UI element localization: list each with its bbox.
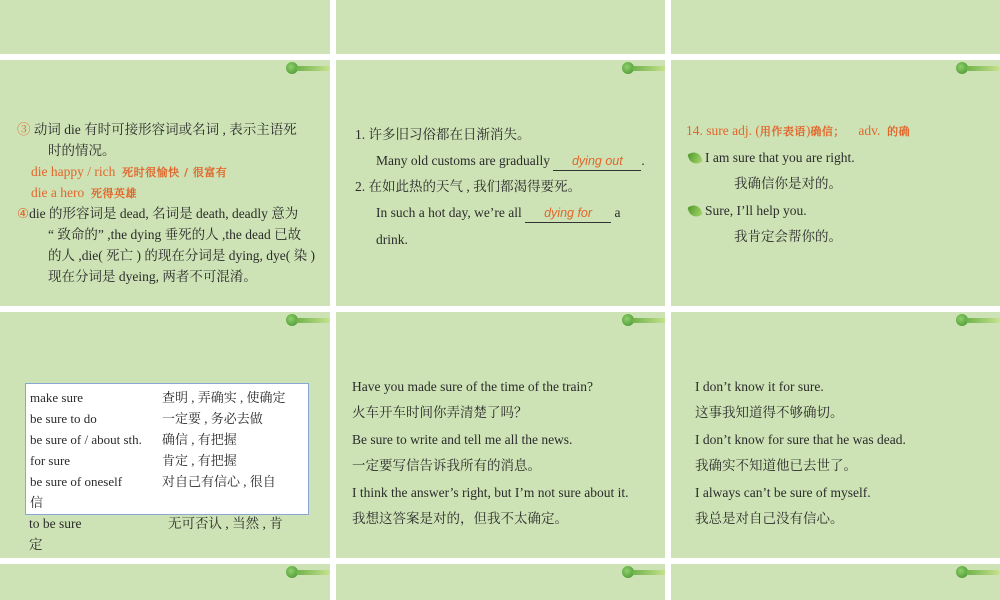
phrase-table bbox=[25, 383, 309, 515]
slide-sure-definition bbox=[671, 60, 1000, 306]
slide-die-usage bbox=[0, 60, 330, 306]
phrase: be sure of / about sth. bbox=[30, 432, 142, 447]
phrase-meaning: 确信 , 有把握 bbox=[162, 432, 237, 447]
logo-icon bbox=[956, 62, 1000, 74]
example-line: I think the answer’s right, but I’m not sure about it. bbox=[352, 485, 629, 500]
example-translation: 我肯定会帮你的。 bbox=[734, 229, 842, 244]
example-line: I always can’t be sure of myself. bbox=[695, 485, 871, 500]
example-line: die happy / rich 死时很愉快 / 很富有 bbox=[31, 164, 228, 179]
example-translation: 一定要写信告诉我所有的消息。 bbox=[352, 458, 541, 473]
example-line: Have you made sure of the time of the train? bbox=[352, 379, 594, 394]
note-line: ③ 动词 die 有时可接形容词或名词 , 表示主语死 bbox=[17, 122, 297, 137]
slide-sure-examples-2 bbox=[671, 312, 1000, 558]
logo-icon bbox=[622, 566, 665, 578]
example-line: Be sure to write and tell me all the news. bbox=[352, 432, 573, 447]
note-line: 时的情况。 bbox=[48, 143, 116, 158]
example-translation: 这事我知道得不够确切。 bbox=[695, 405, 844, 420]
phrase-meaning-wrap: 信 bbox=[30, 495, 44, 510]
example-line: I don’t know it for sure. bbox=[695, 379, 824, 394]
example-line: die a hero 死得英雄 bbox=[31, 185, 137, 200]
phrase: be sure to do bbox=[30, 411, 97, 426]
logo-icon bbox=[286, 62, 330, 74]
example-line: I don’t know for sure that he was dead. bbox=[695, 432, 906, 447]
answer-blank: dying for bbox=[544, 206, 593, 220]
phrase: to be sure bbox=[29, 516, 82, 531]
question-cn: 1. 许多旧习俗都在日渐消失。 bbox=[355, 127, 531, 142]
question-en: drink. bbox=[376, 232, 408, 247]
phrase: for sure bbox=[30, 453, 71, 468]
phrase-meaning: 对自己有信心 , 很自 bbox=[162, 474, 276, 489]
slide-bottom-left bbox=[0, 564, 330, 600]
example-translation: 火车开车时间你弄清楚了吗？ bbox=[352, 405, 528, 420]
logo-icon bbox=[956, 566, 1000, 578]
phrase-meaning: 肯定 , 有把握 bbox=[162, 453, 237, 468]
answer-blank: dying out bbox=[571, 154, 623, 168]
note-line: “ 致命的” ,the dying 垂死的人 ,the dead 已故 bbox=[48, 227, 302, 242]
slide-bottom-middle bbox=[336, 564, 665, 600]
example-line: I am sure that you are right. bbox=[689, 149, 855, 167]
leaf-bullet-icon bbox=[687, 150, 702, 165]
logo-icon bbox=[622, 314, 665, 326]
slide-bottom-right bbox=[671, 564, 1000, 600]
note-line: ④die 的形容词是 dead, 名词是 death, deadly 意为 bbox=[17, 206, 299, 221]
logo-icon bbox=[286, 314, 330, 326]
question-cn: 2. 在如此热的天气 , 我们都渴得要死。 bbox=[355, 179, 582, 194]
slide-top-right bbox=[671, 0, 1000, 54]
phrase: make sure bbox=[30, 390, 84, 405]
logo-icon bbox=[956, 314, 1000, 326]
example-translation: 我总是对自己没有信心。 bbox=[695, 511, 844, 526]
slide-top-left bbox=[0, 0, 330, 54]
example-translation: 我确信你是对的。 bbox=[734, 176, 842, 191]
example-translation: 我想这答案是对的，但我不太确定。 bbox=[352, 511, 568, 526]
slide-dying-exercise bbox=[336, 60, 665, 306]
leaf-bullet-icon bbox=[687, 203, 702, 218]
logo-icon bbox=[286, 566, 330, 578]
phrase: be sure of oneself bbox=[30, 474, 123, 489]
question-en: Many old customs are gradually dying out . bbox=[376, 152, 645, 171]
example-translation: 我确实不知道他已去世了。 bbox=[695, 458, 857, 473]
phrase-meaning: 查明 , 弄确实 , 使确定 bbox=[162, 390, 286, 405]
note-line: 的人 ,die( 死亡 ) 的现在分词是 dying, dye( 染 ) bbox=[48, 248, 315, 263]
slide-top-middle bbox=[336, 0, 665, 54]
definition-heading: 14. sure adj. (用作表语)确信； adv. 的确 bbox=[686, 123, 911, 138]
slide-sure-examples-1 bbox=[336, 312, 665, 558]
note-line: 现在分词是 dyeing, 两者不可混淆。 bbox=[48, 269, 257, 284]
phrase-meaning: 无可否认 , 当然 , 肯 bbox=[168, 516, 283, 531]
phrase-meaning-wrap: 定 bbox=[29, 537, 43, 552]
question-en: In such a hot day, we’re all dying for a bbox=[376, 204, 620, 223]
example-line: Sure, I’ll help you. bbox=[689, 202, 807, 220]
phrase-meaning: 一定要 , 务必去做 bbox=[162, 411, 263, 426]
logo-icon bbox=[622, 62, 665, 74]
